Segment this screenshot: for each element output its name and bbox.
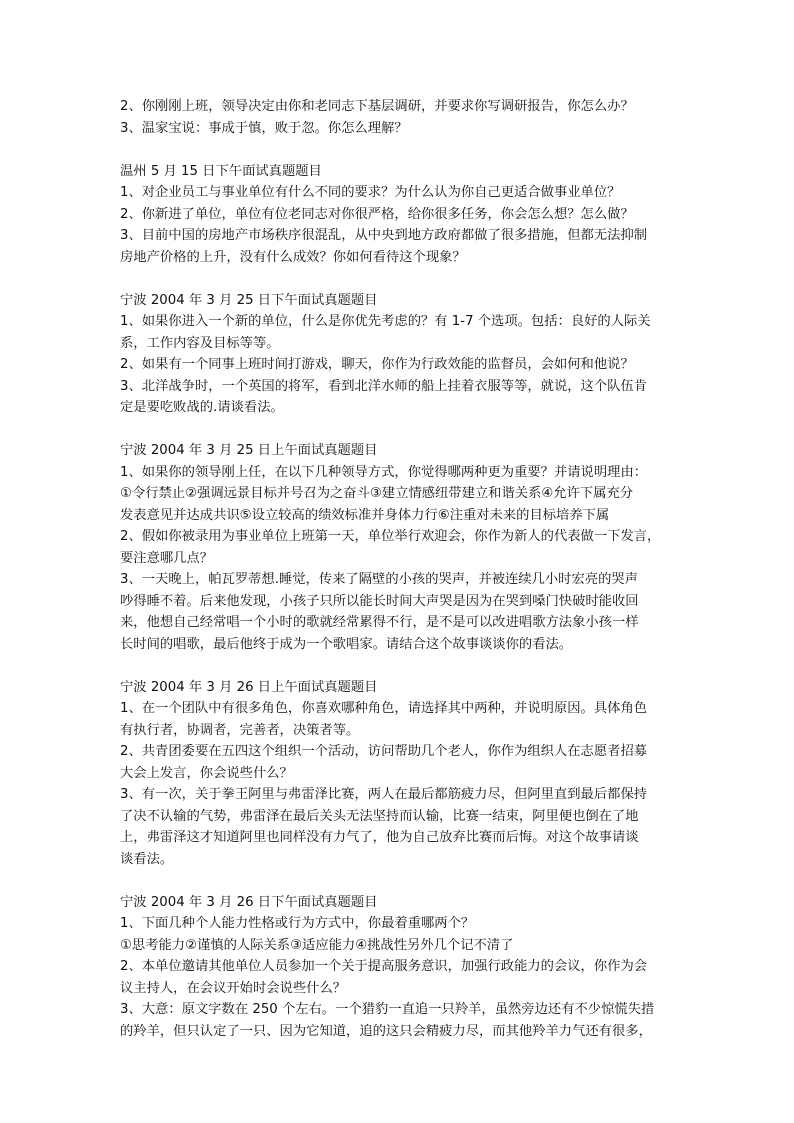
text-line: 1、如果你进入一个新的单位，什么是你优先考虑的？有 1-7 个选项。包括：良好的人际关 (120, 314, 651, 329)
question-section (120, 290, 680, 419)
section-title: 宁波 2004 年 3 月 25 日上午面试真题题目 (120, 443, 378, 458)
text-line: 3、目前中国的房地产市场秩序很混乱，从中央到地方政府都做了很多措施，但都无法抑制 (120, 228, 648, 243)
text-line: 的羚羊，但只认定了一只、因为它知道，追的这只会精疲力尽，而其他羚羊力气还有很多， (120, 1023, 652, 1039)
section-title: 温州 5 月 15 日下午面试真题题目 (120, 163, 322, 179)
text-line: 来，他想自己经常唱一个小时的歌就经常累得不行，是不是可以改进唱歌方法象小孩一样 (120, 615, 639, 630)
text-line: 要注意哪几点？ (120, 550, 214, 566)
text-line: 长时间的唱歌，最后他终于成为一个歌唱家。请结合这个故事谈谈你的看法。 (120, 636, 573, 652)
text-line: 了决不认输的气势，弗雷泽在最后关头无法坚持而认输，比赛一结束，阿里便也倒在了地 (120, 808, 639, 824)
question-section (120, 892, 680, 1043)
section-title: 宁波 2004 年 3 月 25 日下午面试真题题目 (120, 292, 378, 308)
text-line: 3、北洋战争时，一个英国的将军，看到北洋水师的船上挂着衣服等等，就说，这个队伍肯 (120, 378, 648, 394)
text-line: 谈看法。 (120, 851, 174, 867)
text-line: 2、你新进了单位，单位有位老同志对你很严格，给你很多任务，你会怎么想？怎么做？ (120, 206, 634, 222)
text-line: 3、温家宝说：事成于慎，败于忽。你怎么理解？ (120, 120, 408, 136)
text-line: 定是要吃败战的.请谈看法。 (120, 400, 284, 415)
question-section (120, 440, 680, 655)
text-line: 系，工作内容及目标等等。 (120, 335, 280, 351)
text-line: 上，弗雷泽这才知道阿里也同样没有力气了，他为自己放弃比赛而后悔。对这个故事请谈 (120, 830, 639, 845)
text-line: 有执行者，协调者，完善者，决策者等。 (120, 722, 360, 738)
text-line: 吵得睡不着。后来他发现，小孩子只所以能长时间大声哭是因为在哭到嗓门快破时能收回 (120, 593, 639, 609)
text-line: 3、一天晚上，帕瓦罗蒂想.睡觉，传来了隔壁的小孩的哭声，并被连续几小时宏亮的哭声 (120, 572, 638, 587)
text-line: ①思考能力②谨慎的人际关系③适应能力④挑战性另外几个记不清了 (120, 937, 514, 953)
text-line: 议主持人，在会议开始时会说些什么？ (120, 980, 347, 996)
text-line: 2、你刚刚上班，领导决定由你和老同志下基层调研，并要求你写调研报告，你怎么办？ (120, 99, 634, 114)
text-line: 2、共青团委要在五四这个组织一个活动，访问帮助几个老人，你作为组织人在志愿者招募 (120, 744, 648, 759)
section-title: 宁波 2004 年 3 月 26 日下午面试真题题目 (120, 894, 378, 910)
text-line: 2、本单位邀请其他单位人员参加一个关于提高服务意识，加强行政能力的会议，你作为会 (120, 959, 648, 974)
question-section (120, 677, 680, 871)
text-line: 1、下面几种个人能力性格或行为方式中，你最着重哪两个？ (120, 916, 475, 931)
section-title: 宁波 2004 年 3 月 26 日上午面试真题题目 (120, 679, 378, 695)
text-line: 1、对企业员工与事业单位有什么不同的要求？为什么认为你自己更适合做事业单位？ (120, 185, 621, 200)
text-line: 2、如果有一个同事上班时间打游戏，聊天，你作为行政效能的监督员，会如何和他说？ (120, 357, 634, 372)
text-line: 1、如果你的领导刚上任，在以下几种领导方式，你觉得哪两种更为重要？并请说明理由： (120, 464, 648, 480)
text-line: 1、在一个团队中有很多角色，你喜欢哪种角色，请选择其中两种，并说明原因。具体角色 (120, 701, 648, 716)
document-page (120, 96, 680, 1064)
question-section (120, 161, 680, 269)
text-line: 发表意见并达成共识⑤设立较高的绩效标准并身体力行⑥注重对未来的目标培养下属 (120, 507, 610, 523)
text-line: 2、假如你被录用为事业单位上班第一天，单位举行欢迎会，你作为新人的代表做一下发言， (120, 529, 661, 544)
text-line: 房地产价格的上升，没有什么成效？你如何看待这个现象？ (120, 249, 466, 265)
question-section (120, 96, 680, 139)
text-line: 3、大意：原文字数在 250 个左右。一个猎豹一直追一只羚羊，虽然旁边还有不少惊慌失措 (120, 1002, 655, 1017)
text-line: 大会上发言，你会说些什么？ (120, 765, 293, 781)
text-line: 3、有一次，关于拳王阿里与弗雷泽比赛，两人在最后都筋疲力尽，但阿里直到最后都保持 (120, 787, 648, 802)
text-line: ①令行禁止②强调远景目标并号召为之奋斗③建立情感纽带建立和谐关系④允许下属充分 (120, 486, 634, 501)
